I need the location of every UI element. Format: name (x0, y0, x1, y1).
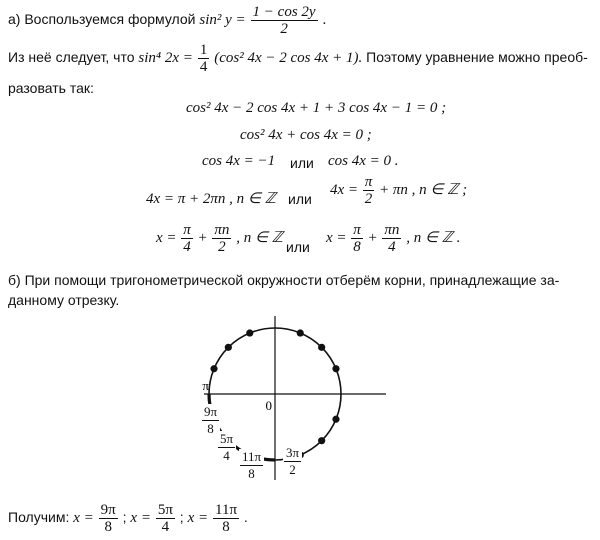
eq5-left-plus: + (197, 229, 208, 246)
eq5-right-num1: π (353, 222, 361, 238)
part-b-line-1: б) При помощи тригонометрической окружности отберём корни, принадлежащие за- (8, 272, 560, 288)
formula-end: . (322, 12, 327, 29)
line2-expr: (cos² 4x − 2 cos 4x + 1). (214, 50, 363, 67)
equation-4-or: или (288, 191, 312, 207)
eq4-right-tail: + πn , n ∈ ℤ ; (379, 181, 468, 198)
equation-3-or: или (290, 155, 314, 171)
eq5-right-tail: , n ∈ ℤ . (406, 229, 461, 246)
equation-3-right: cos 4x = 0 . (328, 153, 399, 169)
equation-4-left: 4x = π + 2πn , n ∈ ℤ (146, 191, 276, 207)
eq4-right-lhs: 4x = (330, 181, 359, 198)
eq5-left-tail: , n ∈ ℤ (236, 229, 283, 246)
line2-lhs: sin⁴ 2x = (138, 50, 193, 67)
label-5pi-4-den: 4 (223, 448, 230, 463)
intro-text: а) Воспользуемся формулой (8, 11, 196, 28)
eq5-left-frac2 (212, 222, 231, 255)
line2-coef-den: 4 (199, 59, 208, 75)
label-9pi-8-num: 9π (204, 404, 218, 419)
answer-x3-frac (213, 502, 239, 535)
part-a-line-1 (8, 4, 326, 37)
label-5pi-4-num: 5π (220, 431, 234, 446)
circle-point (297, 329, 304, 336)
eq5-left-num1: π (183, 222, 191, 238)
eq5-right-frac2 (382, 222, 401, 255)
equation-5-right (326, 222, 460, 255)
origin-label: 0 (265, 398, 272, 413)
formula-denominator: 2 (280, 21, 288, 37)
formula-lhs: sin² y = (199, 12, 246, 29)
formula-fraction (251, 4, 318, 37)
circle-point (210, 365, 217, 372)
answer-line (8, 502, 248, 535)
answer-x1-lhs: x = (73, 510, 94, 527)
eq4-right-frac (363, 174, 375, 207)
answer-sep2: ; (179, 509, 184, 526)
label-11pi-8-den: 8 (248, 466, 255, 481)
line2-coef (198, 42, 210, 75)
answer-x2-den: 4 (161, 519, 170, 535)
circle-point (332, 365, 339, 372)
answer-x2-lhs: x = (130, 510, 151, 527)
circle-point (318, 437, 325, 444)
circle-point (225, 344, 232, 351)
answer-x2-num: 5π (157, 502, 173, 518)
equation-1: cos² 4x − 2 cos 4x + 1 + 3 cos 4x − 1 = 0 ; (186, 100, 447, 116)
pi-label: π (202, 378, 209, 393)
answer-end: . (243, 509, 248, 526)
eq5-left-den1: 4 (183, 239, 191, 255)
answer-x1-frac (99, 502, 118, 535)
answer-x1-den: 8 (104, 519, 112, 535)
part-a-line-2 (8, 42, 588, 75)
answer-x2-frac (156, 502, 175, 535)
eq5-right-num2: πn (384, 222, 400, 238)
eq4-right-num: π (364, 174, 373, 190)
equation-5-left (156, 222, 283, 255)
eq5-right-den2: 4 (388, 239, 396, 255)
eq5-right-frac1 (351, 222, 363, 255)
line2-tail: Поэтому уравнение можно преоб- (366, 49, 588, 66)
line2-coef-num: 1 (199, 42, 208, 58)
answer-x1-num: 9π (100, 502, 116, 518)
label-3pi-2-den: 2 (289, 462, 296, 477)
part-a-line-3: разовать так: (8, 80, 94, 96)
label-5pi-4 (216, 431, 237, 464)
label-9pi-8-den: 8 (207, 421, 214, 436)
equation-4-right (330, 174, 467, 207)
eq5-left-num2: πn (214, 222, 230, 238)
eq5-left-frac1 (181, 222, 193, 255)
circle-point (332, 416, 339, 423)
label-3pi-2 (282, 445, 303, 478)
answer-prefix: Получим: (8, 509, 70, 526)
part-b-line-2: данному отрезку. (8, 292, 120, 308)
equation-3-left: cos 4x = −1 (202, 153, 276, 169)
eq4-right-den: 2 (364, 191, 373, 207)
answer-sep1: ; (122, 509, 127, 526)
answer-x3-num: 11π (215, 502, 238, 518)
eq5-right-plus: + (367, 229, 378, 246)
eq5-left-den2: 2 (218, 239, 226, 255)
formula-numerator: 1 − cos 2y (252, 4, 316, 20)
equation-5-or: или (286, 239, 310, 255)
label-3pi-2-num: 3π (286, 445, 300, 460)
answer-x3-lhs: x = (187, 510, 209, 527)
label-11pi-8 (238, 449, 265, 482)
label-11pi-8-num: 11π (242, 449, 262, 464)
answer-x3-den: 8 (222, 519, 230, 535)
line2-text: Из неё следует, что (8, 49, 135, 66)
circle-point (318, 344, 325, 351)
eq5-left-lhs: x = (156, 229, 177, 246)
eq5-right-lhs: x = (326, 229, 347, 246)
eq5-right-den1: 8 (353, 239, 361, 255)
circle-point (246, 329, 253, 336)
equation-2: cos² 4x + cos 4x = 0 ; (240, 127, 372, 143)
